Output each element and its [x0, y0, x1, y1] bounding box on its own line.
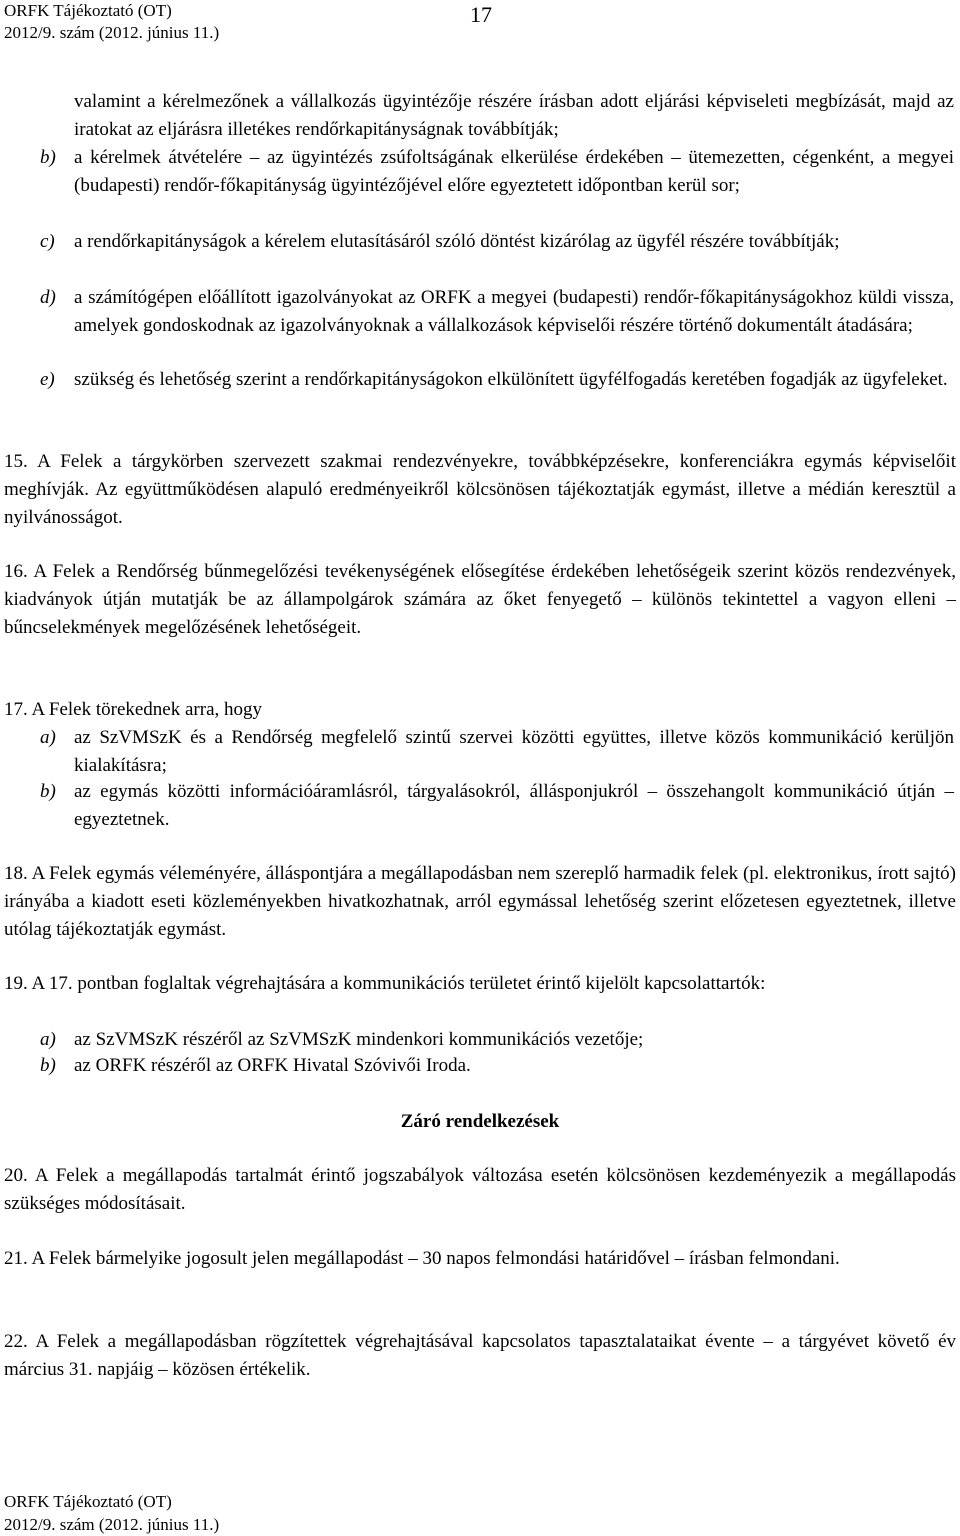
list-item-label: b) — [40, 781, 56, 802]
paragraph-text: A Felek egymás véleményére, álláspontjára a megállapodásban nem szereplő harmadik felek (pl. elektronikus, írott sajtó) irányába a kiadott eseti közleményekben hivatkozhatnak, arról egymással lehetőség szerint előzetesen egyeztetnek, illetve utólag tájékoztatják egymást. — [4, 863, 957, 941]
list-item-text: az SzVMSzK részéről az SzVMSzK mindenkori kommunikációs vezetője; — [74, 1029, 644, 1050]
list-item-label: b) — [40, 1055, 56, 1076]
footer-publication: ORFK Tájékoztató (OT) — [4, 1492, 172, 1511]
paragraph-17-item-b — [40, 778, 954, 834]
paragraph-19-item-b — [40, 1052, 954, 1080]
paragraph-18 — [4, 860, 956, 945]
list-item-label: c) — [40, 231, 55, 252]
list-item-text: a számítógépen előállított igazolványokat az ORFK a megyei (budapesti) rendőr-főkapitányságokhoz küldi vissza, amelyek gondoskodnak az igazolványoknak a vállalkozások képviselői részére történő dokumentált átadására; — [74, 287, 954, 337]
list-item-text: az SzVMSzK és a Rendőrség megfelelő szintű szervei közötti együttes, illetve közös kommunikáció kerüljön kialakításra; — [74, 727, 954, 777]
paragraph-22 — [4, 1328, 956, 1384]
paragraph-15 — [4, 448, 956, 533]
paragraph-number: 17. — [4, 699, 28, 720]
paragraph-17-item-a — [40, 724, 954, 780]
header-publication: ORFK Tájékoztató (OT) — [4, 1, 172, 20]
paragraph-20 — [4, 1162, 956, 1218]
paragraph-number: 15. — [4, 451, 28, 472]
paragraph-text: A Felek a tárgykörben szervezett szakmai rendezvényekre, továbbképzésekre, konferenciákra egymás képviselőit meghívják. Az együttműködésen alapuló eredményeikről kölcsönösen tájékoztatják egymást, illetve a médián keresztül a nyilvánosságot. — [4, 451, 956, 529]
list-item-label: e) — [40, 369, 55, 390]
paragraph-number: 20. — [4, 1165, 28, 1186]
section-title: Záró rendelkezések — [400, 1111, 560, 1132]
paragraph-number: 18. — [4, 863, 28, 884]
running-header — [4, 0, 219, 44]
paragraph-19 — [4, 970, 956, 998]
list-item-text: az egymás közötti információáramlásról, tárgyalásokról, állásponjukról – összehangolt kommunikáció útján – egyeztetnek. — [74, 781, 954, 831]
paragraph-number: 21. — [4, 1248, 28, 1269]
list-item-label: a) — [40, 1029, 56, 1050]
paragraph-text: A Felek törekednek arra, hogy — [31, 699, 263, 720]
paragraph-text: A Felek a megállapodásban rögzítettek végrehajtásával kapcsolatos tapasztalataikat évente – a tárgyévet követő év március 31. napjáig – közösen értékelik. — [4, 1331, 957, 1381]
paragraph-text: A Felek a Rendőrség bűnmegelőzési tevékenységének elősegítése érdekében lehetőségeik szerint közös rendezvények, kiadványok útján mutatják be az állampolgárok számára az őket fenyegető – különös tekintettel a vagyon elleni – bűncselekmények megelőzésének lehetőségeit. — [4, 561, 956, 639]
list-item-d — [40, 284, 954, 340]
list-item-text: az ORFK részéről az ORFK Hivatal Szóvivői Iroda. — [74, 1055, 471, 1076]
paragraph-number: 19. — [4, 973, 28, 994]
paragraph-number: 22. — [4, 1331, 28, 1352]
list-item-e — [40, 366, 954, 394]
list-item-c — [40, 228, 954, 256]
paragraph-21 — [4, 1245, 956, 1273]
list-item-label: b) — [40, 147, 56, 168]
list-item-text: valamint a kérelmezőnek a vállalkozás ügyintézője részére írásban adott eljárási képviseleti megbízását, majd az iratokat az eljárásra illetékes rendőrkapitányságnak továbbítják; — [74, 91, 954, 141]
list-item-label: d) — [40, 287, 56, 308]
list-item-b — [40, 144, 954, 200]
paragraph-text: A Felek bármelyike jogosult jelen megállapodást – 30 napos felmondási határidővel – írásban felmondani. — [31, 1248, 840, 1269]
paragraph-number: 16. — [4, 561, 28, 582]
paragraph-19-item-a — [40, 1026, 954, 1054]
paragraph-text: A 17. pontban foglaltak végrehajtására a kommunikációs területet érintő kijelölt kapcsolattartók: — [31, 973, 766, 994]
list-item-continuation — [40, 88, 954, 144]
list-item-text: a rendőrkapitányságok a kérelem elutasításáról szóló döntést kizárólag az ügyfél részére továbbítják; — [74, 231, 840, 252]
list-item-text: a kérelmek átvételére – az ügyintézés zsúfoltságának elkerülése érdekében – ütemezetten, cégenként, a megyei (budapesti) rendőr-főkapitányság ügyintézőjével előre egyeztetett időpontban kerül sor; — [74, 147, 954, 197]
paragraph-17 — [4, 696, 956, 724]
paragraph-16 — [4, 558, 956, 643]
paragraph-text: A Felek a megállapodás tartalmát érintő jogszabályok változása esetén kölcsönösen kezdeményezik a megállapodás szükséges módosításait. — [4, 1165, 957, 1215]
header-issue: 2012/9. szám (2012. június 11.) — [4, 23, 220, 42]
list-item-text: szükség és lehetőség szerint a rendőrkapitányságokon elkülönített ügyfélfogadás keretében fogadják az ügyfeleket. — [74, 369, 948, 390]
running-footer — [4, 1490, 219, 1536]
page-number: 17 — [470, 2, 492, 27]
footer-issue: 2012/9. szám (2012. június 11.) — [4, 1515, 220, 1534]
list-item-label: a) — [40, 727, 56, 748]
